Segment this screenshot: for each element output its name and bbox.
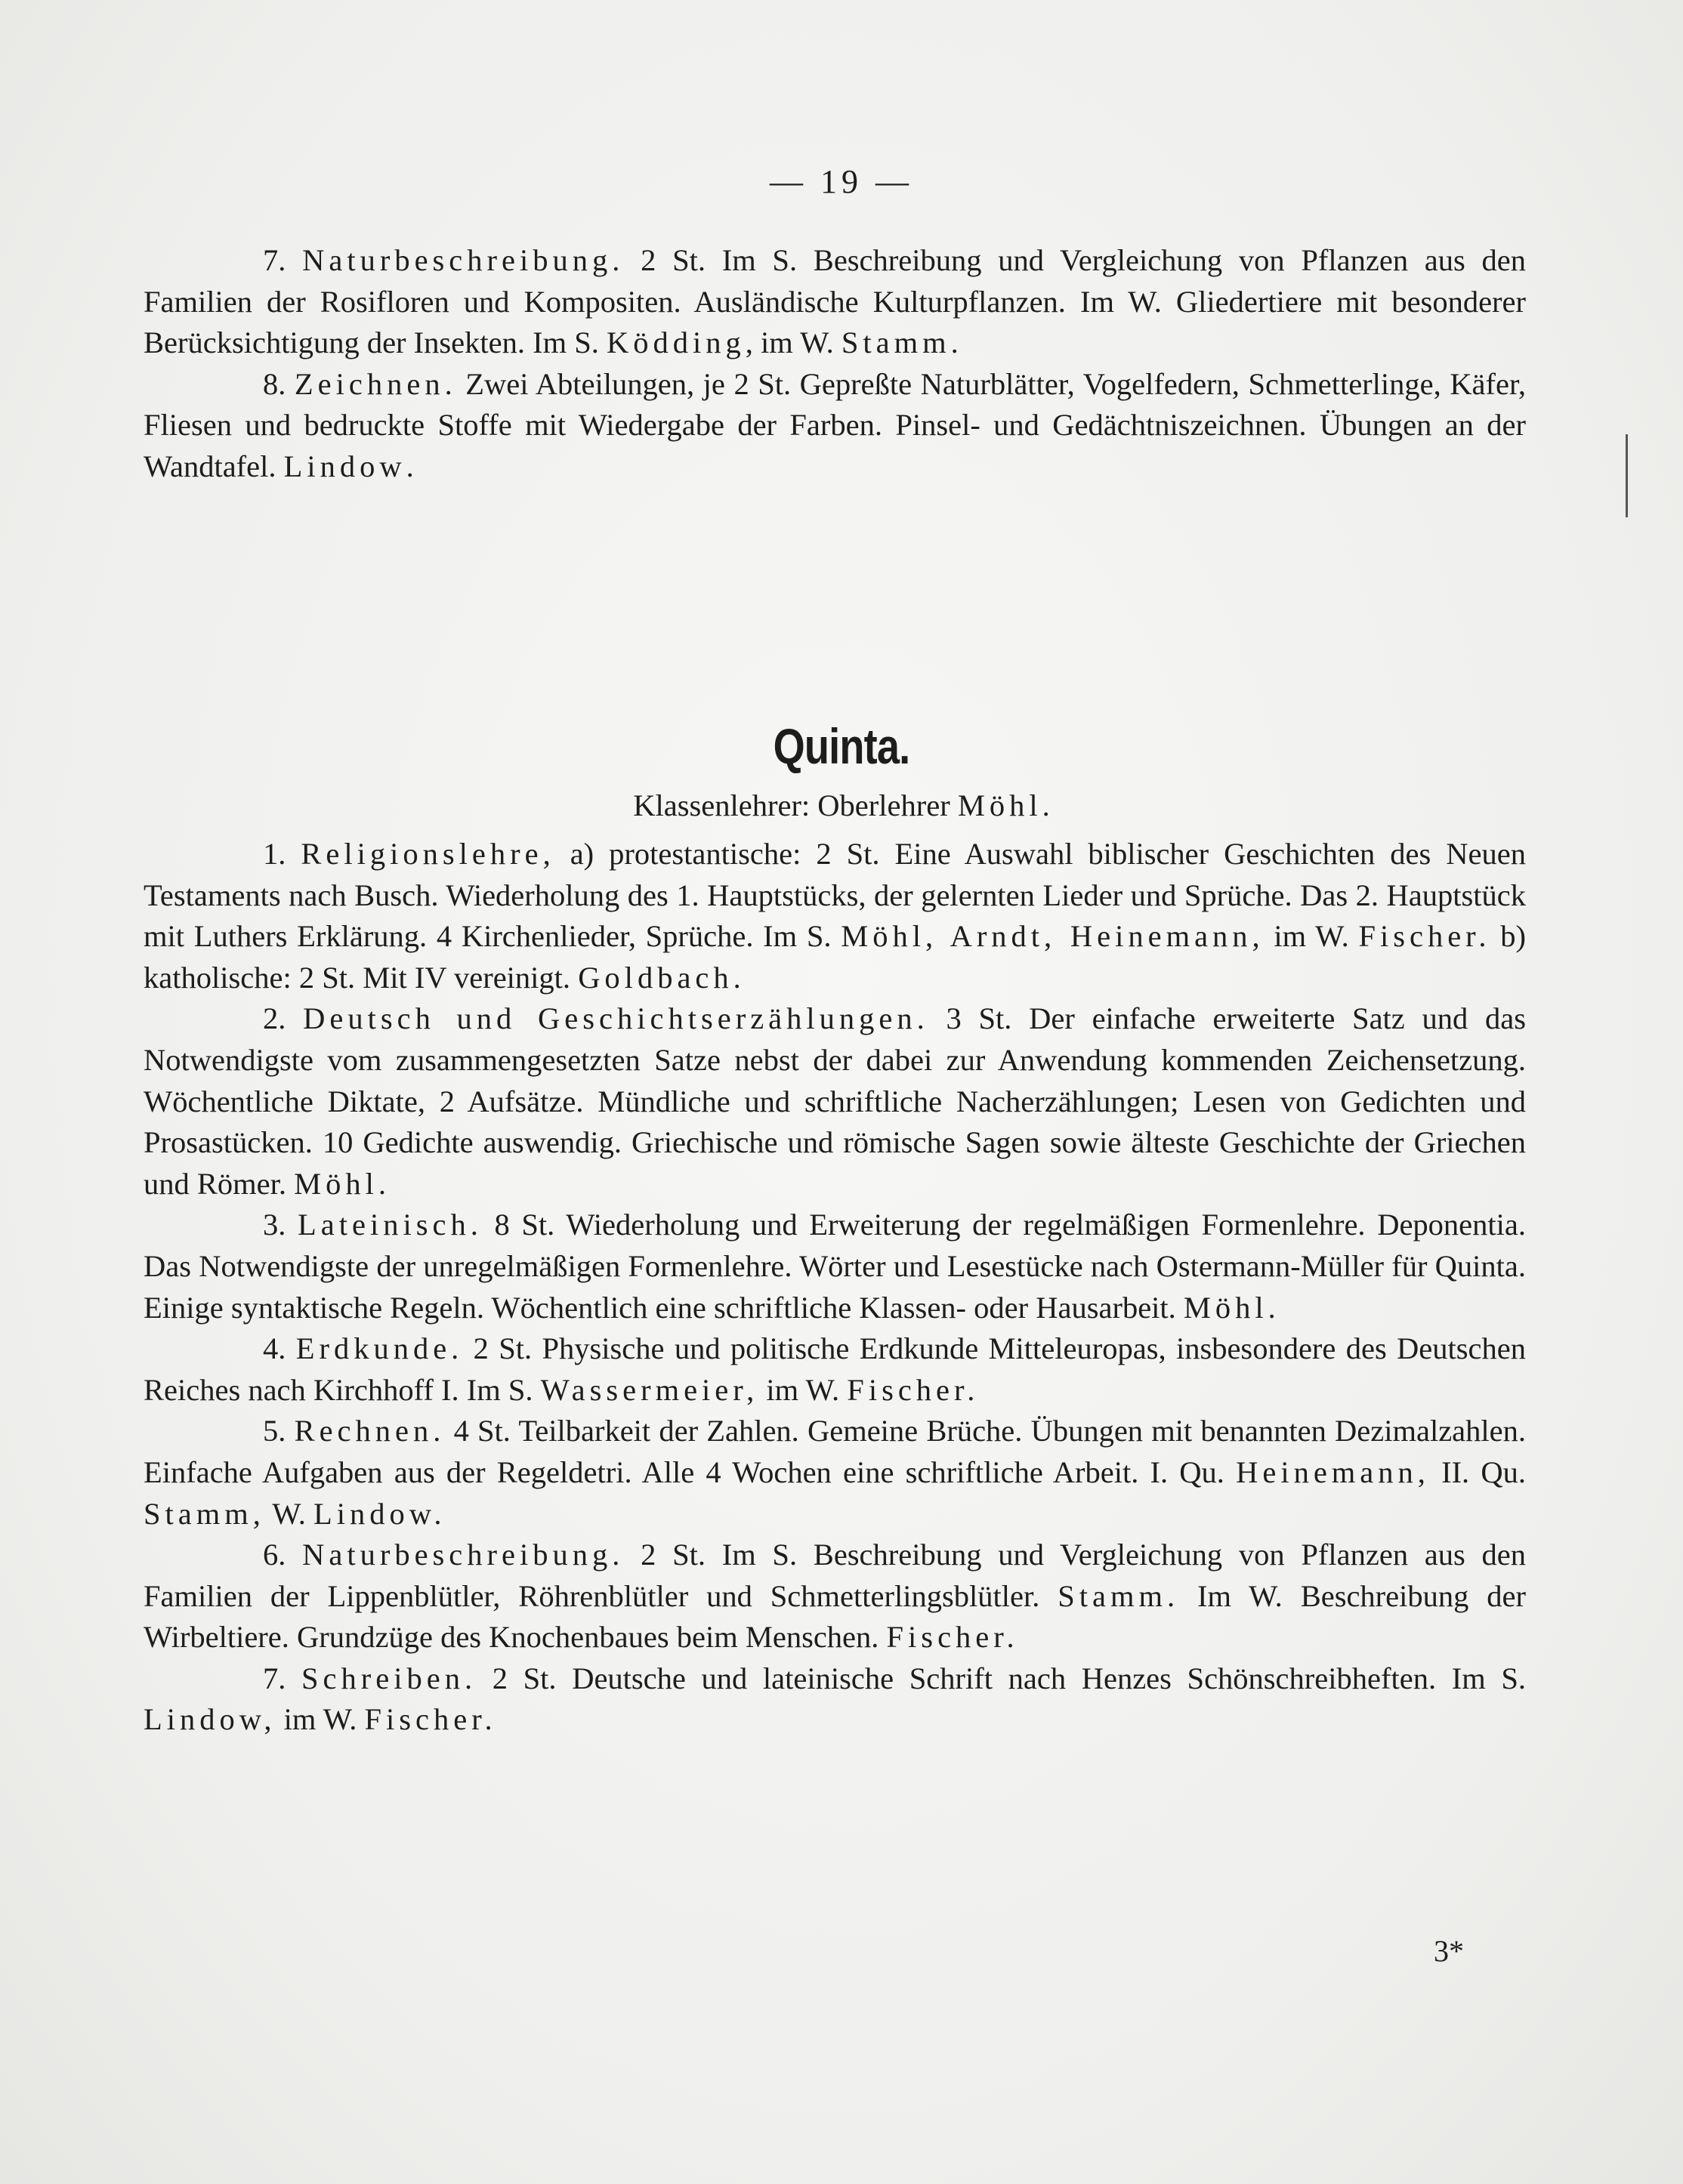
class-teacher-line: Klassenlehrer: Oberlehrer Möhl. [633, 788, 1050, 822]
paragraph-naturbeschreibung-1: 7. Naturbeschreibung. 2 St. Im S. Beschreibung und Vergleichung von Pflanzen aus den Familien der Rosifloren und Kompositen. Ausländische Kulturpflanzen. Im W. Gliedertiere mit besonderer Berücksichtigung der Insekten. Im S. Ködding, im W. Stamm. [144, 243, 1526, 360]
section-heading: Quinta. [773, 718, 910, 774]
paragraph-lateinisch: 3. Lateinisch. 8 St. Wiederholung und Erweiterung der regelmäßigen Formenlehre. Deponentia. Das Notwendigste der unregelmäßigen Formenlehre. Wörter und Lesestücke nach Ostermann-Müller für Quinta. Einige syntaktische Regeln. Wöchentlich eine schriftliche Klassen- oder Hausarbeit. Möhl. [144, 1208, 1527, 1325]
upper-section [144, 240, 1526, 488]
signature-mark: 3* [1434, 1934, 1464, 1968]
margin-mark [1626, 434, 1628, 517]
quinta-section [144, 834, 1526, 1741]
paragraph-erdkunde: 4. Erdkunde. 2 St. Physische und politische Erdkunde Mitteleuropas, insbesondere des Deutschen Reiches nach Kirchhoff I. Im S. Wassermeier, im W. Fischer. [144, 1331, 1526, 1407]
paragraph-deutsch: 2. Deutsch und Geschichtserzählungen. 3 St. Der einfache erweiterte Satz und das Notwendigste vom zusammengesetzten Satze nebst der dabei zur Anwendung kommenden Zeichensetzung. Wöchentliche Diktate, 2 Aufsätze. Mündliche und schriftliche Nacherzählungen; Lesen von Gedichten und Prosastücken. 10 Gedichte auswendig. Griechische und römische Sagen sowie älteste Geschichte der Griechen und Römer. Möhl. [144, 1001, 1526, 1201]
paragraph-religionslehre: 1. Religionslehre, a) protestantische: 2 St. Eine Auswahl biblischer Geschichten des Neuen Testaments nach Busch. Wiederholung des 1. Hauptstücks, der gelernten Lieder und Sprüche. Das 2. Hauptstück mit Luthers Erklärung. 4 Kirchenlieder, Sprüche. Im S. Möhl, Arndt, Heinemann, im W. Fischer. b) katholische: 2 St. Mit IV vereinigt. Goldbach. [144, 837, 1526, 995]
paragraph-naturbeschreibung-2: 6. Naturbeschreibung. 2 St. Im S. Beschreibung und Vergleichung von Pflanzen aus den Familien der Lippenblütler, Röhrenblütler und Schmetterlingsblütler. Stamm. Im W. Beschreibung der Wirbeltiere. Grundzüge des Knochenbaues beim Menschen. Fischer. [144, 1538, 1526, 1655]
paragraph-rechnen: 5. Rechnen. 4 St. Teilbarkeit der Zahlen. Gemeine Brüche. Übungen mit benannten Dezimalzahlen. Einfache Aufgaben aus der Regeldetri. Alle 4 Wochen eine schriftliche Arbeit. I. Qu. Heinemann, II. Qu. Stamm, W. Lindow. [144, 1414, 1527, 1531]
paragraph-schreiben: 7. Schreiben. 2 St. Deutsche und lateinische Schrift nach Henzes Schönschreibheften. Im S. Lindow, im W. Fischer. [144, 1661, 1526, 1737]
paragraph-zeichnen: 8. Zeichnen. Zwei Abteilungen, je 2 St. Gepreßte Naturblätter, Vogelfedern, Schmetterlinge, Käfer, Fliesen und bedruckte Stoffe mit Wiedergabe der Farben. Pinsel- und Gedächtniszeichnen. Übungen an der Wandtafel. Lindow. [144, 366, 1526, 483]
page-number: — 19 — [770, 163, 913, 200]
